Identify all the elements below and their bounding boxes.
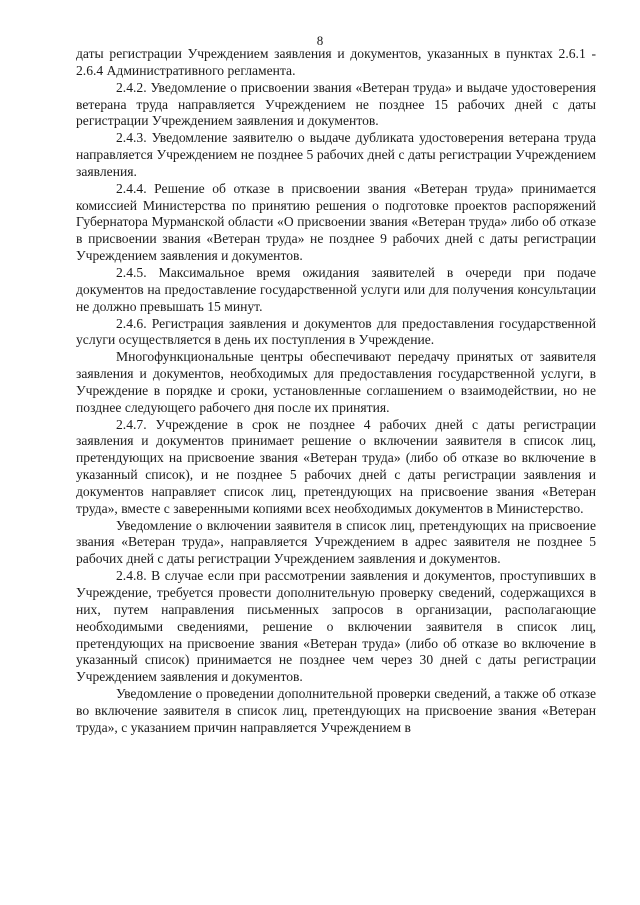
paragraph-2-4-7: 2.4.7. Учреждение в срок не позднее 4 рабочих дней с даты регистрации заявления и документов принимает решение о включении заявителя в список лиц, претендующих на присвоение звания «Ветеран труда» (либо об отказе во включение в указанный список), и не позднее 5 рабочих дней с даты регистрации заявления и документов направляет список лиц, претендующих на присвоение звания «Ветеран труда», вместе с заверенными копиями всех необходимых документов в Министерство. — [76, 416, 596, 516]
paragraph-notification-inclusion: Уведомление о включении заявителя в список лиц, претендующих на присвоение звания «Ветеран труда», направляется Учреждением в адрес заявителя не позднее 5 рабочих дней с даты регистрации Учреждением заявления и документов. — [76, 517, 596, 567]
document-body — [76, 46, 596, 737]
page-number: 8 — [316, 33, 324, 48]
paragraph-continuation: даты регистрации Учреждением заявления и документов, указанных в пунктах 2.6.1 - 2.6.4 Административного регламента. — [76, 46, 596, 78]
paragraph-2-4-5: 2.4.5. Максимальное время ожидания заявителей в очереди при подаче документов на предоставление государственной услуги или для получения консультации не должно превышать 15 минут. — [76, 264, 596, 314]
paragraph-2-4-2: 2.4.2. Уведомление о присвоении звания «Ветеран труда» и выдаче удостоверения ветерана труда направляется Учреждением не позднее 15 рабочих дней с даты регистрации Учреждением заявления и документов. — [76, 79, 596, 129]
paragraph-2-4-6: 2.4.6. Регистрация заявления и документов для предоставления государственной услуги осуществляется в день их поступления в Учреждение. — [76, 315, 596, 348]
paragraph-2-4-4: 2.4.4. Решение об отказе в присвоении звания «Ветеран труда» принимается комиссией Министерства по принятию решения о подготовке проектов распоряжений Губернатора Мурманской области «О присвоении звания «Ветеран труда» либо об отказе в присвоении звания «Ветеран труда» не позднее 9 рабочих дней с даты регистрации Учреждением заявления и документов. — [76, 180, 596, 264]
paragraph-mfc: Многофункциональные центры обеспечивают передачу принятых от заявителя заявления и документов, необходимых для предоставления государственной услуги, в Учреждение в порядке и сроки, установленные соглашением о взаимодействии, но не позднее следующего рабочего дня после их принятия. — [76, 349, 596, 415]
paragraph-2-4-3: 2.4.3. Уведомление заявителю о выдаче дубликата удостоверения ветерана труда направляется Учреждением не позднее 5 рабочих дней с даты регистрации Учреждением заявления. — [76, 130, 596, 179]
paragraph-notification-check: Уведомление о проведении дополнительной проверки сведений, а также об отказе во включение заявителя в список лиц, претендующих на присвоение звания «Ветеран труда», с указанием причин направляется Учреждением в — [76, 686, 596, 735]
paragraph-2-4-8: 2.4.8. В случае если при рассмотрении заявления и документов, проступивших в Учреждение, требуется провести дополнительную проверку сведений, содержащихся в них, путем направления письменных запросов в организации, располагающие необходимыми сведениями, решение о включении заявителя в список лиц, претендующих на присвоение звания «Ветеран труда» (либо об отказе во включение в указанный список) принимается не позднее чем через 30 дней с даты регистрации Учреждением заявления и документов. — [76, 568, 596, 685]
